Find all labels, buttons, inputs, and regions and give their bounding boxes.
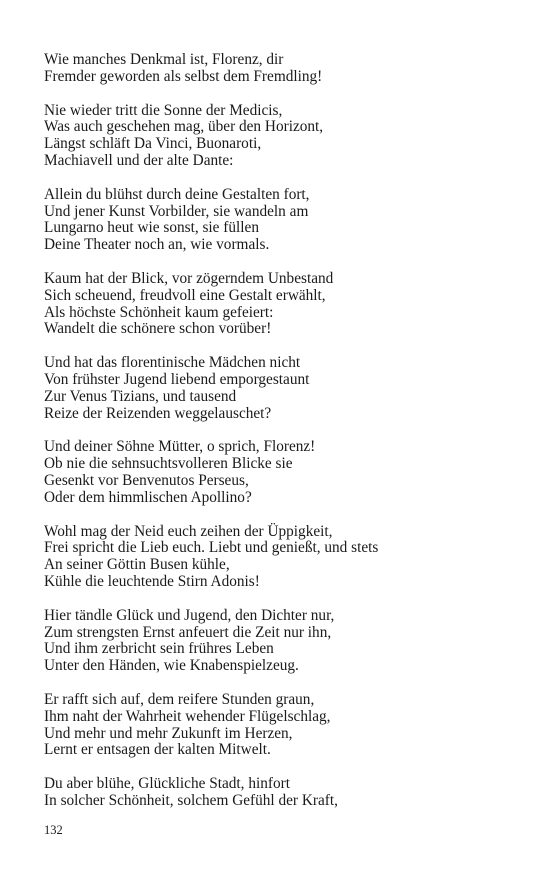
stanza-2 <box>44 103 514 170</box>
poem-line: Unter den Händen, wie Knabenspielzeug. <box>44 657 299 675</box>
poem-line: Er rafft sich auf, dem reifere Stunden graun, <box>44 690 315 708</box>
poem-line: Wohl mag der Neid euch zeihen der Üppigkeit, <box>44 522 333 540</box>
poem-line: Von frühster Jugend liebend emporgestaunt <box>44 370 310 388</box>
page-number: 132 <box>44 823 63 837</box>
stanza-9 <box>44 692 514 759</box>
poem-line: Hier tändle Glück und Jugend, den Dichter nur, <box>44 606 335 624</box>
poem-line: Fremder geworden als selbst dem Fremdling! <box>44 67 323 85</box>
poem-line: Zum strengsten Ernst anfeuert die Zeit nur ihn, <box>44 623 332 641</box>
poem-line: Und ihm zerbricht sein frühres Leben <box>44 640 274 658</box>
poem-line: Was auch geschehen mag, über den Horizont, <box>44 118 324 136</box>
poem-line: Reize der Reizenden weggelauschet? <box>44 404 272 422</box>
poem-line: Und deiner Söhne Mütter, o sprich, Florenz! <box>44 438 316 456</box>
stanza-3 <box>44 187 514 254</box>
poem-line: Und jener Kunst Vorbilder, sie wandeln am <box>44 202 309 220</box>
poem-line: Lungarno heut wie sonst, sie füllen <box>44 219 259 237</box>
poem-line: Wie manches Denkmal ist, Florenz, dir <box>44 51 284 68</box>
poem-line: Zur Venus Tizians, und tausend <box>44 387 237 405</box>
poem-line: Kaum hat der Blick, vor zögerndem Unbestand <box>44 269 334 287</box>
stanza-1 <box>44 52 514 86</box>
poem-line: Deine Theater noch an, wie vormals. <box>44 236 270 254</box>
stanza-4 <box>44 271 514 338</box>
stanza-6 <box>44 439 514 506</box>
poem-line: Ihm naht der Wahrheit wehender Flügelschlag, <box>44 707 331 725</box>
poem-line: Lernt er entsagen der kalten Mitwelt. <box>44 741 271 759</box>
poem-line: Allein du blühst durch deine Gestalten fort, <box>44 185 310 203</box>
poem-line: Längst schläft Da Vinci, Buonaroti, <box>44 135 262 153</box>
poem-line: Wandelt die schönere schon vorüber! <box>44 320 272 338</box>
poem-line: Machiavell und der alte Dante: <box>44 151 234 169</box>
stanza-10 <box>44 776 514 810</box>
poem-line: Gesenkt vor Benvenutos Perseus, <box>44 471 249 489</box>
poem-line: Oder dem himmlischen Apollino? <box>44 488 252 506</box>
poem-body <box>44 52 514 827</box>
poem-line: In solcher Schönheit, solchem Gefühl der Kraft, <box>44 791 338 809</box>
poem-line: Als höchste Schönheit kaum gefeiert: <box>44 303 274 321</box>
poem-line: Sich scheuend, freudvoll eine Gestalt erwählt, <box>44 286 326 304</box>
poem-line: Und hat das florentinische Mädchen nicht <box>44 354 301 372</box>
stanza-5 <box>44 355 514 422</box>
poem-line: Nie wieder tritt die Sonne der Medicis, <box>44 101 283 119</box>
stanza-8 <box>44 608 514 675</box>
poem-line: Und mehr und mehr Zukunft im Herzen, <box>44 724 293 742</box>
poem-line: Ob nie die sehnsuchtsvolleren Blicke sie <box>44 455 293 473</box>
poem-line: Frei spricht die Lieb euch. Liebt und genießt, und stets <box>44 539 379 557</box>
stanza-7 <box>44 524 514 591</box>
poem-line: Du aber blühe, Glückliche Stadt, hinfort <box>44 775 290 793</box>
poem-line: Kühle die leuchtende Stirn Adonis! <box>44 572 260 590</box>
poem-line: An seiner Göttin Busen kühle, <box>44 556 230 574</box>
